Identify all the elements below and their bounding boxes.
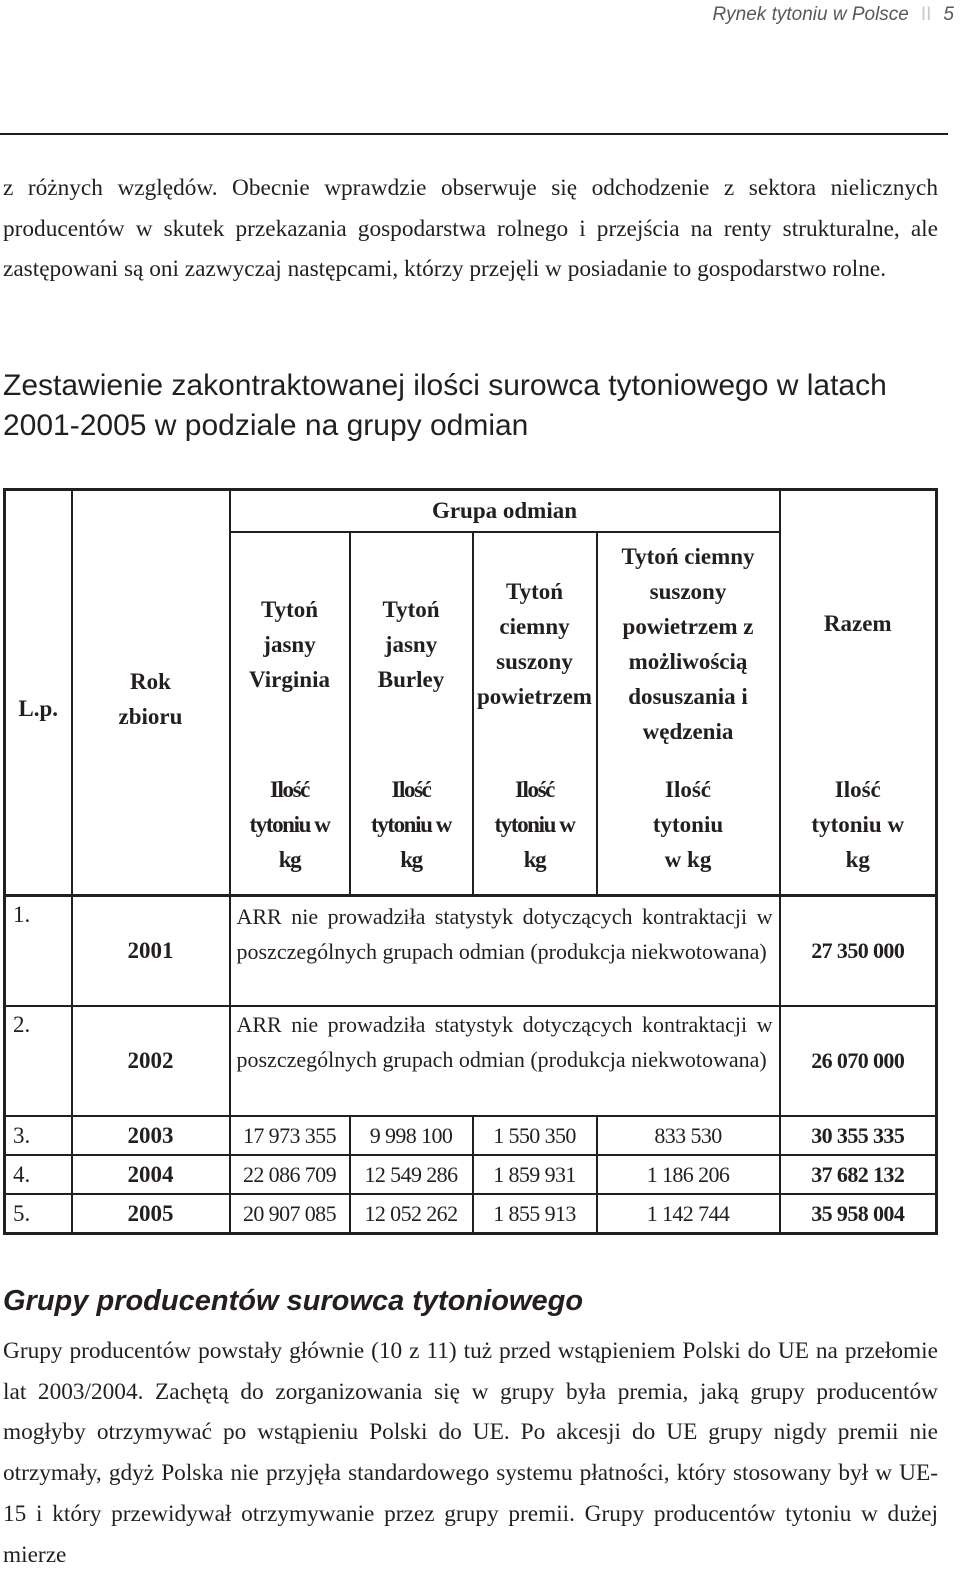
header-dark-air-cured: Tytoń ciemny suszony powietrzem bbox=[473, 532, 597, 756]
row-burley: 9 998 100 bbox=[350, 1116, 473, 1155]
intro-paragraph: z różnych względów. Obecnie wprawdzie obserwuje się odchodzenie z sektora nielicznych producentów w skutek przekazania gospodarstwa rolnego i przejścia na renty strukturalne, ale zastępowani są oni zazwyczaj następcami, którzy przejęli w posiadanie to gospodarstwo rolne. bbox=[3, 175, 938, 283]
header-variety-group: Grupa odmian bbox=[230, 490, 780, 532]
row-dark-air: 1 855 913 bbox=[473, 1194, 597, 1234]
row-year: 2004 bbox=[72, 1155, 230, 1194]
unit-burley: Ilość tytoniu w kg bbox=[350, 756, 473, 896]
contracted-tobacco-table bbox=[3, 488, 938, 1235]
row-lp: 1. bbox=[5, 896, 72, 1006]
table-row bbox=[5, 1155, 937, 1194]
row-burley: 12 549 286 bbox=[350, 1155, 473, 1194]
table-row bbox=[5, 896, 937, 1006]
row-total: 37 682 132 bbox=[780, 1155, 937, 1194]
row-year: 2002 bbox=[72, 1006, 230, 1116]
table-title: Zestawienie zakontraktowanej ilości surowca tytoniowego w latach 2001-2005 w podziale na grupy odmian bbox=[3, 369, 887, 442]
row-total: 35 958 004 bbox=[780, 1194, 937, 1234]
unit-spacer-year bbox=[72, 756, 230, 896]
unit-total: Ilość tytoniu w kg bbox=[780, 756, 937, 896]
page-number: 5 bbox=[943, 4, 954, 25]
unit-spacer-lp bbox=[5, 756, 72, 896]
row-total: 26 070 000 bbox=[780, 1006, 937, 1116]
header-rule bbox=[0, 133, 948, 135]
header-burley: Tytoń jasny Burley bbox=[350, 532, 473, 756]
row-note: ARR nie prowadziła statystyk dotyczących kontraktacji w poszczególnych grupach odmian (produkcja niekwotowana) bbox=[230, 896, 780, 1006]
row-lp: 2. bbox=[5, 1006, 72, 1116]
header-dark-air-cured-smoked: Tytoń ciemny suszony powietrzem z możliwością dosuszania i wędzenia bbox=[597, 532, 780, 756]
header-year: Rok zbioru bbox=[72, 490, 230, 756]
row-year: 2003 bbox=[72, 1116, 230, 1155]
unit-dark-air-smoke: Ilość tytoniu w kg bbox=[597, 756, 780, 896]
table-row bbox=[5, 1194, 937, 1234]
row-virginia: 20 907 085 bbox=[230, 1194, 350, 1234]
row-dark-air: 1 859 931 bbox=[473, 1155, 597, 1194]
row-total: 30 355 335 bbox=[780, 1116, 937, 1155]
row-dark-air-smoke: 833 530 bbox=[597, 1116, 780, 1155]
header-total: Razem bbox=[780, 490, 937, 756]
header-lp: L.p. bbox=[5, 490, 72, 756]
row-burley: 12 052 262 bbox=[350, 1194, 473, 1234]
row-year: 2005 bbox=[72, 1194, 230, 1234]
row-year: 2001 bbox=[72, 896, 230, 1006]
header-virginia: Tytoń jasny Virginia bbox=[230, 532, 350, 756]
row-dark-air: 1 550 350 bbox=[473, 1116, 597, 1155]
row-virginia: 17 973 355 bbox=[230, 1116, 350, 1155]
header-separator: II bbox=[920, 4, 932, 25]
unit-virginia: Ilość tytoniu w kg bbox=[230, 756, 350, 896]
row-total: 27 350 000 bbox=[780, 896, 937, 1006]
row-lp: 4. bbox=[5, 1155, 72, 1194]
row-dark-air-smoke: 1 142 744 bbox=[597, 1194, 780, 1234]
row-lp: 5. bbox=[5, 1194, 72, 1234]
table-row bbox=[5, 1116, 937, 1155]
row-note: ARR nie prowadziła statystyk dotyczących kontraktacji w poszczególnych grupach odmian (produkcja niekwotowana) bbox=[230, 1006, 780, 1116]
unit-dark-air: Ilość tytoniu w kg bbox=[473, 756, 597, 896]
row-lp: 3. bbox=[5, 1116, 72, 1155]
running-header bbox=[712, 4, 954, 26]
row-virginia: 22 086 709 bbox=[230, 1155, 350, 1194]
row-dark-air-smoke: 1 186 206 bbox=[597, 1155, 780, 1194]
section-heading: Grupy producentów surowca tytoniowego bbox=[3, 1285, 584, 1317]
table-row bbox=[5, 1006, 937, 1116]
body-paragraph: Grupy producentów powstały głównie (10 z 11) tuż przed wstąpieniem Polski do UE na przełomie lat 2003/2004. Zachętą do zorganizowania się w grupy była premia, jaką grupy producentów mogłyby otrzymywać po wstąpieniu Polski do UE. Po akcesji do UE grupy nigdy premii nie otrzymały, gdyż Polska nie przyjęła standardowego systemu płatności, który stosowany był w UE-15 i który przewidywał otrzymywanie przez grupy premii. Grupy producentów tytoniu w dużej mierze bbox=[3, 1338, 938, 1568]
running-title: Rynek tytoniu w Polsce bbox=[712, 4, 909, 25]
